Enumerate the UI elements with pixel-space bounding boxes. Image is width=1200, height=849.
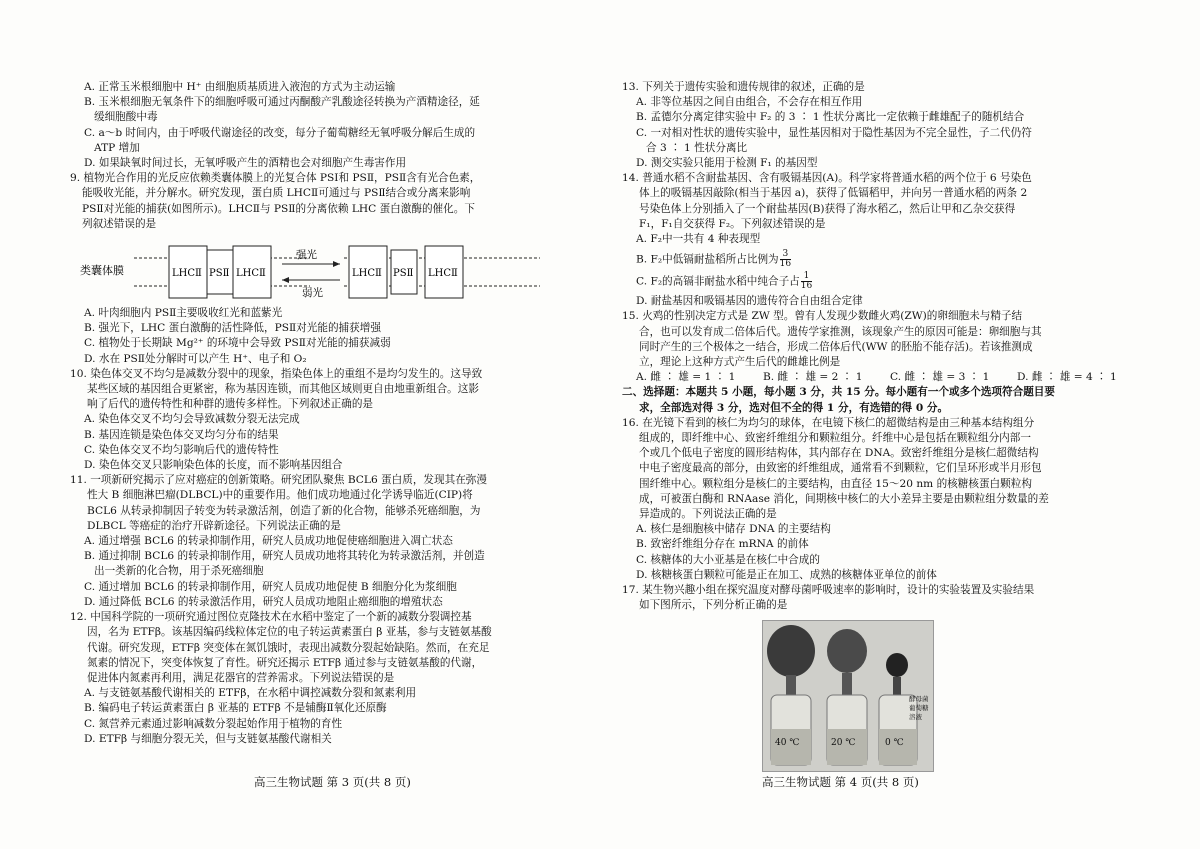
section-2-heading-cont: 求，全部选对得 3 分，选对但不全的得 1 分，有选错的得 0 分。	[639, 401, 949, 414]
side-label: 溶液	[909, 712, 922, 721]
q8-option-b: B. 玉米根细胞无氧条件下的细胞呼吸可通过丙酮酸产乳酸途径转换为产酒精途径，延	[84, 96, 480, 109]
lhc-label: LHCⅡ	[428, 268, 458, 280]
strong-light-label: 强光	[296, 249, 317, 262]
q9-option-b: B. 强光下，LHC 蛋白激酶的活性降低，PSⅡ对光能的捕获增强	[84, 322, 381, 335]
q8-option-c-cont: ATP 增加	[94, 141, 140, 154]
q12-option-a: A. 与支链氨基酸代谢相关的 ETFβ，在水稻中调控减数分裂和氮素利用	[84, 687, 417, 700]
q13-option-b: B. 孟德尔分离定律实验中 F₂ 的 3 ∶ 1 性状分离比一定依赖于雌雄配子的随机结合	[636, 111, 1025, 124]
q17-stem-line: 17. 某生物兴趣小组在探究温度对酵母菌呼吸速率的影响时，设计的实验装置及实验结果	[622, 584, 1035, 597]
q11-stem-line: DLBCL 等癌症的治疗开辟新途径。下列说法正确的是	[87, 519, 341, 532]
q16-stem-line: 成，可被蛋白酶和 RNAase 消化，间期核中核仁的大小差异主要是由颗粒组分数量的差	[639, 492, 1049, 505]
q8-option-c: C. a～b 时间内，由于呼吸代谢途径的改变，每分子葡萄糖经无氧呼吸分解后生成的	[84, 126, 476, 139]
q10-stem-line: 响了后代的遗传特性和种群的遗传多样性。下列叙述正确的是	[87, 398, 374, 411]
q9-stem-line: PSⅡ对光能的捕获(如图所示)。LHCⅡ与 PSⅡ的分离依赖 LHC 蛋白激酶的催化。下	[82, 202, 475, 215]
q12-option-d: D. ETFβ 与细胞分裂无关，但与支链氨基酸代谢相关	[84, 732, 332, 745]
q14-stem-line: 14. 普通水稻不含耐盐基因、含有吸镉基因(A)。科学家将普通水稻的两个位于 6 号染色	[622, 172, 1032, 185]
fraction-denominator: 16	[800, 281, 813, 292]
fraction-numerator: 1	[801, 272, 812, 282]
q14-stem-line: F₁，F₁自交获得 F₂。下列叙述错误的是	[639, 217, 826, 230]
q10-option-a: A. 染色体交叉不均匀会导致减数分裂无法完成	[84, 413, 300, 426]
q16-stem-line: 异造成的。下列说法正确的是	[639, 508, 777, 521]
membrane-label: 类囊体膜	[80, 264, 124, 278]
q13-stem: 13. 下列关于遗传实验和遗传规律的叙述，正确的是	[622, 81, 865, 93]
section-2-heading: 二、选择题：本题共 5 小题，每小题 3 分，共 15 分。每小题有一个或多个选项符合题目要	[622, 386, 1055, 399]
balloon-neck-1	[786, 675, 796, 695]
q11-option-d: D. 通过降低 BCL6 的转录激活作用，研究人员成功地阻止癌细胞的增殖状态	[84, 595, 443, 608]
q9-stem-line: 列叙述错误的是	[82, 217, 157, 230]
q15-stem-line: 同时产生的三个极体之一结合，形成二倍体后代(WW 的胚胎不能存活)。若该推测成	[639, 340, 1033, 353]
q16-stem-line: 中电子密度最高的部分，由致密的纤维组成，通常看不到颗粒，它们呈环形或半月形包	[639, 462, 1042, 475]
temp-label-0: 0 ℃	[885, 737, 904, 748]
fraction	[780, 250, 791, 269]
weak-arrow-head	[282, 277, 289, 283]
strong-arrow-head	[333, 261, 340, 267]
q16-option-d: D. 核糖核蛋白颗粒可能是正在加工、成熟的核糖体亚单位的前体	[636, 568, 937, 581]
lhc-label: LHCⅡ	[172, 268, 202, 280]
q11-stem-line: BCL6 从转录抑制因子转变为转录激活剂，创造了新的化合物，能够杀死癌细胞，为	[87, 504, 481, 517]
weak-light-label: 弱光	[302, 287, 323, 300]
thylakoid-diagram	[70, 236, 592, 304]
q12-option-b: B. 编码电子转运黄素蛋白 β 亚基的 ETFβ 不是辅酶Ⅱ氧化还原酶	[84, 702, 387, 715]
q12-stem-line: 氮素的情况下，突变体恢复了育性。研究还揭示 ETFβ 通过参与支链氨基酸的代谢，	[87, 656, 483, 669]
q11-option-b: B. 通过抑制 BCL6 的转录抑制作用，研究人员成功地将其转化为转录激活剂，并创造	[84, 550, 485, 563]
q12-stem-line: 因，名为 ETFβ。该基因编码线粒体定位的电子转运黄素蛋白 β 亚基，参与支链氨基酸	[87, 626, 492, 639]
q8-option-a: A. 正常玉米根细胞中 H⁺ 由细胞质基质进入液泡的方式为主动运输	[84, 81, 396, 93]
fraction	[801, 272, 812, 291]
q10-option-c: C. 染色体交叉不均匀影响后代的遗传特性	[84, 443, 279, 456]
q16-option-b: B. 致密纤维组分存在 mRNA 的前体	[636, 538, 809, 551]
page-footer-right: 高三生物试题 第 4 页(共 8 页)	[762, 775, 919, 789]
q9-option-c: C. 植物处于长期缺 Mg²⁺ 的环境中会导致 PSⅡ对光能的捕获减弱	[84, 337, 391, 350]
q11-option-c: C. 通过增加 BCL6 的转录抑制作用，研究人员成功地促使 B 细胞分化为浆细胞	[84, 580, 457, 593]
q14-stem-line: 体上的吸镉基因敲除(相当于基因 a)，获得了低镉稻甲，并向另一普通水稻的两条 2	[639, 187, 1028, 200]
fraction-numerator: 3	[780, 250, 791, 260]
q15-stem-line: 立，理论上这种方式产生后代的雌雄比例是	[639, 356, 841, 369]
q15-option-b: B. 雌 ∶ 雄 = 2 ∶ 1	[763, 371, 863, 384]
q13-option-c: C. 一对相对性状的遗传实验中，显性基因相对于隐性基因为不完全显性，子二代仍符	[636, 126, 1032, 139]
q13-option-c-cont: 合 3 ∶ 1 性状分离比	[646, 141, 748, 154]
q14-option-b	[622, 250, 1144, 269]
q8-option-b-cont: 缓细胞酸中毒	[94, 111, 158, 124]
q13-option-a: A. 非等位基因之间自由组合，不会存在相互作用	[636, 96, 863, 109]
q9-option-a: A. 叶肉细胞内 PSⅡ主要吸收红光和蓝紫光	[84, 307, 283, 320]
left-column	[70, 80, 592, 747]
q8-option-d: D. 如果缺氧时间过长，无氧呼吸产生的酒精也会对细胞产生毒害作用	[84, 157, 407, 170]
side-label: 酵母菌	[909, 694, 929, 703]
q10-stem-line: 某些区域的基因组合更紧密，称为基因连锁，而其他区域则更自由地重新组合。这影	[87, 383, 479, 396]
q16-option-c: C. 核糖体的大小亚基是在核仁中合成的	[636, 553, 820, 566]
right-column	[622, 80, 1144, 772]
balloon-3	[886, 653, 908, 677]
q10-option-b: B. 基因连锁是染色体交叉均匀分布的结果	[84, 428, 279, 441]
lhc-label: LHCⅡ	[236, 268, 266, 280]
q13-option-d: D. 测交实验只能用于检测 F₁ 的基因型	[636, 157, 818, 170]
q14-stem-line: 号染色体上分别插入了一个耐盐基因(B)获得了海水稻乙，然后让甲和乙杂交获得	[639, 202, 1016, 215]
q9-option-d: D. 水在 PSⅡ处分解时可以产生 H⁺、电子和 O₂	[84, 352, 307, 365]
q16-option-a: A. 核仁是细胞核中储存 DNA 的主要结构	[636, 523, 831, 536]
q17-stem-line: 如下图所示，下列分析正确的是	[639, 599, 788, 612]
lhc-label: LHCⅡ	[352, 268, 382, 280]
q15-options	[622, 370, 1144, 385]
q16-stem-line: 围纤维中心。颗粒组分是核仁的主要结构，由直径 15～20 nm 的核糖核蛋白颗粒构	[639, 477, 1032, 490]
q12-option-c: C. 氮营养元素通过影响减数分裂起始作用于植物的育性	[84, 717, 343, 730]
q9-stem-line: 能吸收光能，并分解水。研究发现，蛋白质 LHCⅡ可通过与 PSⅡ结合或分离来影响	[82, 187, 471, 200]
ps-label: PSⅡ	[209, 268, 230, 280]
q11-stem-line: 11. 一项新研究揭示了应对癌症的创新策略。研究团队聚焦 BCL6 蛋白质，发现其在弥漫	[70, 474, 487, 487]
q10-option-d: D. 染色体交叉只影响染色体的长度，而不影响基因组合	[84, 459, 343, 472]
experiment-photo	[762, 620, 934, 772]
q14-option-a: A. F₂中一共有 4 种表现型	[636, 233, 761, 246]
q12-stem-line: 12. 中国科学院的一项研究通过图位克隆技术在水稻中鉴定了一个新的减数分裂调控基	[70, 611, 472, 624]
q15-option-c: C. 雌 ∶ 雄 = 3 ∶ 1	[890, 371, 990, 384]
q11-stem-line: 性大 B 细胞淋巴瘤(DLBCL)中的重要作用。他们成功地通过化学诱导临近(CIP)将	[87, 489, 473, 502]
q12-stem-line: 促进体内氮素再利用，满足花器官的营养需求。下列说法错误的是	[87, 671, 395, 684]
temp-label-20: 20 ℃	[831, 737, 856, 748]
balloon-neck-2	[842, 673, 852, 695]
q11-option-b-cont: 出一类新的化合物，用于杀死癌细胞	[94, 565, 264, 578]
q15-stem-line: 合，也可以发育成二倍体后代。遗传学家推测，该现象产生的原因可能是：卵细胞与其	[639, 325, 1042, 338]
q11-option-a: A. 通过增强 BCL6 的转录抑制作用，研究人员成功地促使癌细胞进入凋亡状态	[84, 535, 453, 548]
balloon-1	[767, 625, 815, 677]
q15-stem-line: 15. 火鸡的性别决定方式是 ZW 型。曾有人发现少数雌火鸡(ZW)的卵细胞未与精子结	[622, 310, 1023, 323]
side-label: 葡萄糖	[909, 703, 929, 712]
q15-option-d: D. 雌 ∶ 雄 = 4 ∶ 1	[1017, 371, 1117, 384]
balloon-2	[827, 629, 867, 673]
q16-stem-line: 个或几个低电子密度的圆形结构体，其内部存在 DNA。致密纤维组分是核仁超微结构	[639, 447, 1039, 460]
q10-stem-line: 10. 染色体交叉不均匀是减数分裂中的现象，指染色体上的重组不是均匀发生的。这导致	[70, 367, 483, 380]
q14-option-b-text: B. F₂中低镉耐盐稻所占比例为	[636, 253, 779, 266]
q14-option-c-text: C. F₂的高镉非耐盐水稻中纯合子占	[636, 275, 800, 288]
q15-option-a: A. 雌 ∶ 雄 = 1 ∶ 1	[636, 371, 736, 384]
experiment-photo-svg	[763, 621, 933, 771]
q16-stem-line: 组成的，即纤维中心、致密纤维组分和颗粒组分。纤维中心是包括在颗粒组分内部一	[639, 432, 1031, 445]
q12-stem-line: 代谢。研究发现，ETFβ 突变体在氮饥饿时，表现出减数分裂起始缺陷。然而，在充足	[87, 641, 490, 654]
balloon-neck-3	[893, 677, 901, 695]
thylakoid-diagram-svg	[70, 236, 592, 304]
q14-option-c	[622, 272, 1144, 291]
q9-stem-line: 9. 植物光合作用的光反应依赖类囊体膜上的光复合体 PSⅠ和 PSⅡ，PSⅡ含有光合色素，	[70, 172, 481, 185]
q14-option-d: D. 耐盐基因和吸镉基因的遗传符合自由组合定律	[636, 295, 863, 308]
page-footer-left: 高三生物试题 第 3 页(共 8 页)	[254, 775, 411, 789]
ps-label: PSⅡ	[393, 268, 414, 280]
temp-label-40: 40 ℃	[775, 737, 800, 748]
q16-stem-line: 16. 在光镜下看到的核仁为均匀的球体，在电镜下核仁的超微结构是由三种基本结构组分	[622, 416, 1035, 429]
fraction-denominator: 16	[779, 259, 792, 270]
